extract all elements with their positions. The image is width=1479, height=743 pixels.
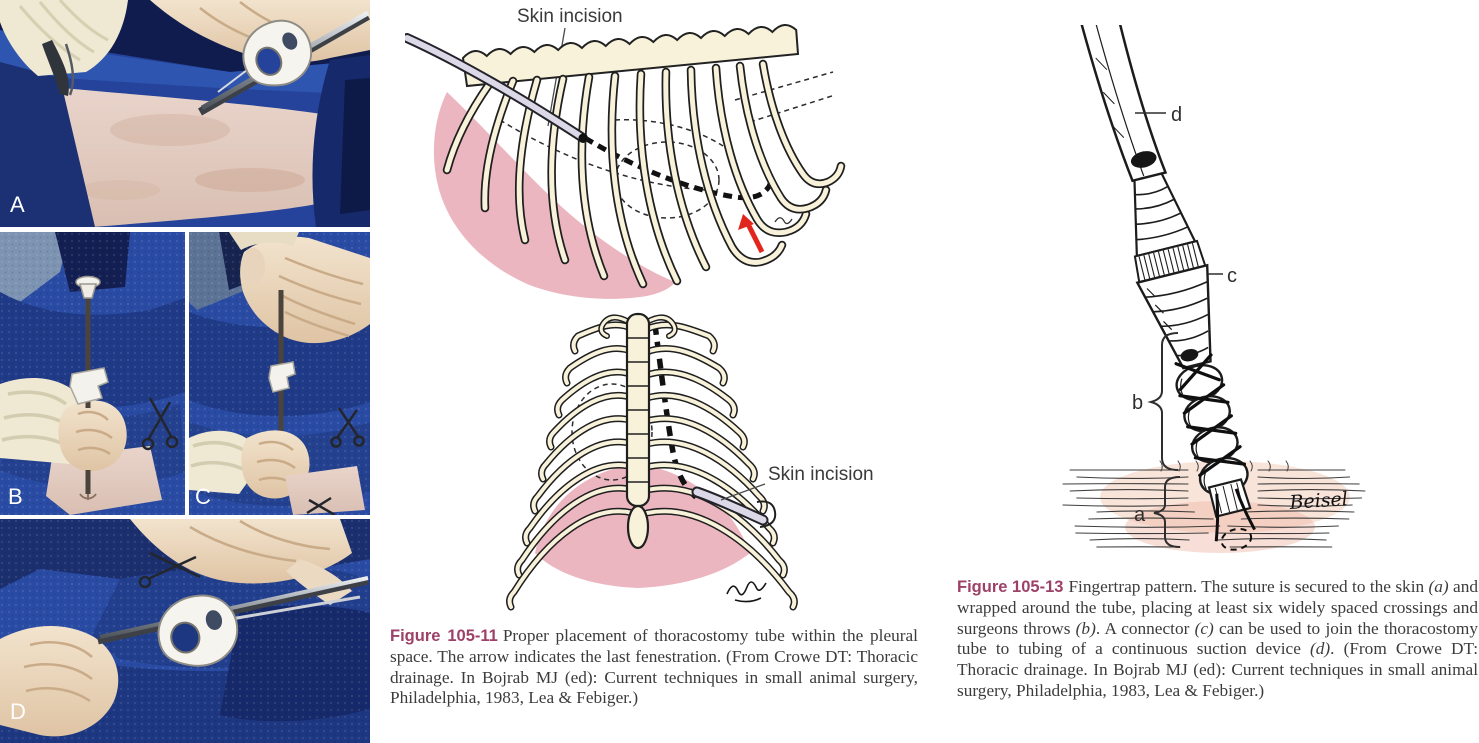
figure-photo-b bbox=[0, 232, 185, 515]
photo-label-b: B bbox=[8, 484, 23, 509]
photo-label-d: D bbox=[10, 699, 26, 724]
bracket-b bbox=[1151, 333, 1178, 470]
artist-signature: Beisel bbox=[1288, 487, 1349, 514]
sternum bbox=[627, 314, 649, 548]
xiphoid bbox=[628, 506, 648, 548]
figure-photo-d bbox=[0, 519, 370, 743]
fig-105-11-diagram bbox=[405, 0, 925, 625]
figure-photo-c bbox=[189, 232, 370, 515]
artist-signature-mark bbox=[727, 582, 766, 602]
figure-105-13-caption-body: Fingertrap pattern. The suture is secured to the skin (a) and wrapped around the tube, placing at least six widely spaced crossings and surgeons throws (b). A connector (c) can be used to join the thoracostomy tube to tubing of a continuous suction device (d). (From Crowe DT: Thoracic drainage. In Bojrab MJ (ed): Current techniques in small animal surgery, Philadelphia, 1983, Lea & Febiger.) bbox=[957, 577, 1479, 700]
adapter-cone bbox=[1119, 170, 1195, 256]
photo-label-a: A bbox=[10, 192, 25, 217]
marker-a: a bbox=[1134, 504, 1146, 526]
marker-d: d bbox=[1171, 104, 1183, 126]
tube-entry-point bbox=[579, 134, 588, 143]
skin-incision-label-top: Skin incision bbox=[517, 6, 623, 27]
figure-105-13-caption-head: Figure 105-13 bbox=[957, 578, 1064, 596]
figure-105-11-caption-head: Figure 105-11 bbox=[390, 627, 498, 645]
gloved-fist bbox=[58, 400, 126, 471]
figure-105-11-caption bbox=[390, 626, 918, 709]
skin-incision-label-bottom: Skin incision bbox=[768, 464, 874, 485]
marker-b: b bbox=[1132, 392, 1144, 414]
fig-105-13-diagram bbox=[1040, 25, 1380, 570]
figure-105-11-caption-body: Proper placement of thoracostomy tube within the pleural space. The arrow indicates the last fenestration. (From Crowe DT: Thoracic drainage. In Bojrab MJ (ed): Current techniques in small animal surgery, Philadelphia, 1983, Lea & Febiger.) bbox=[390, 626, 918, 708]
marker-c: c bbox=[1227, 265, 1237, 287]
photo-label-c: C bbox=[195, 484, 211, 509]
figure-photo-a bbox=[0, 0, 370, 227]
figure-105-13-caption bbox=[957, 577, 1478, 702]
artist-mark bbox=[775, 218, 792, 224]
